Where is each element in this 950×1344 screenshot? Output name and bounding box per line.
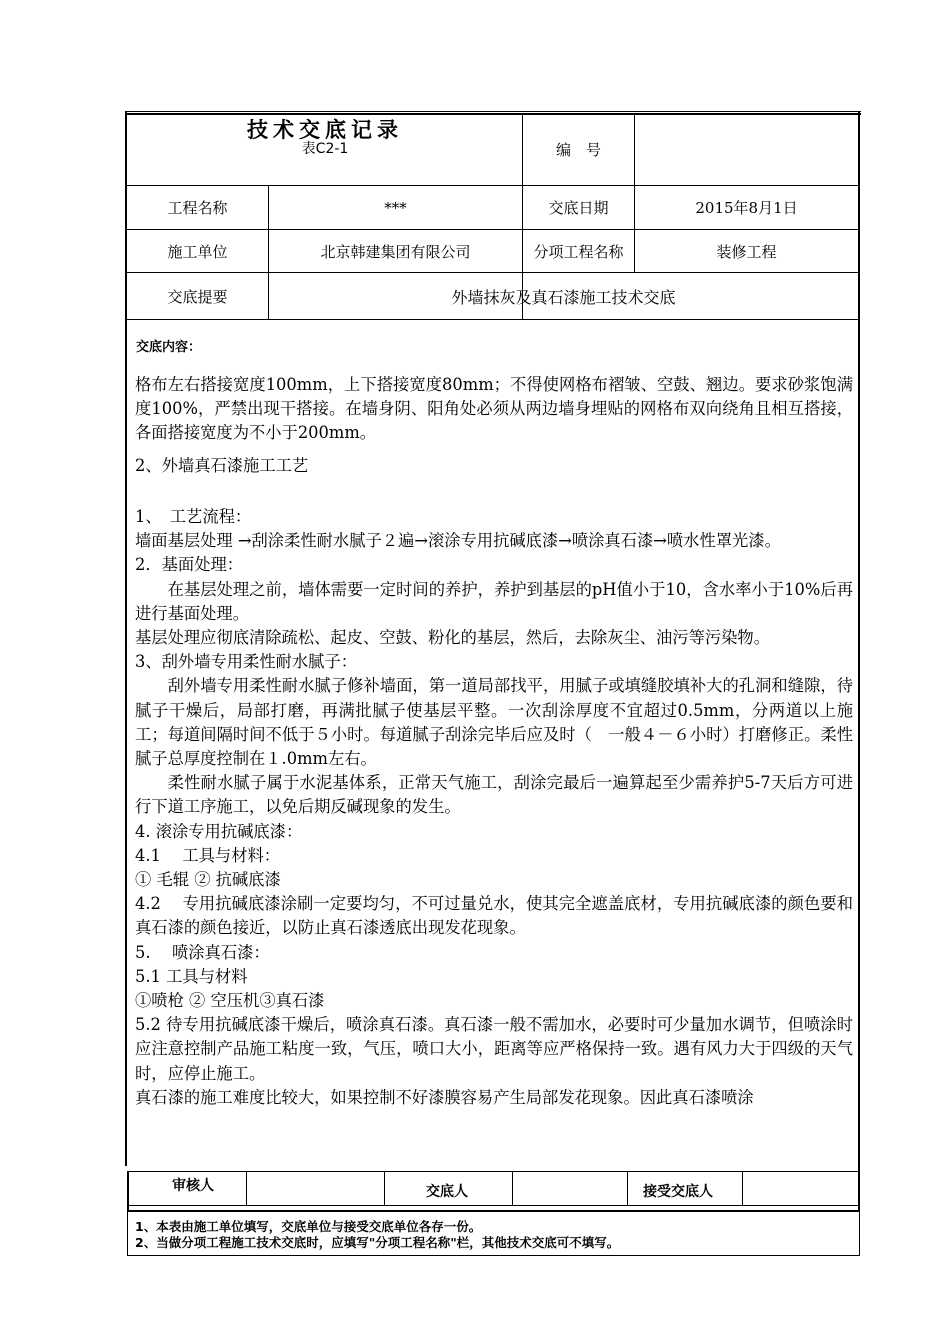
number-field[interactable] [635,114,858,185]
content-heading: 5.1 工具与材料 [135,966,248,986]
content-heading: 5. 喷涂真石漆： [135,942,270,962]
discloser-label: 交底人 [426,1184,468,1200]
content-block-1 [135,373,853,478]
form-code: 表C2-1 [301,141,349,157]
reviewer-label: 审核人 [172,1178,214,1194]
content-paragraph: 刮外墙专用柔性耐水腻子修补墙面，第一道局部找平，用腻子或填缝胶填补大的孔洞和缝隙，待腻子干燥后，局部打磨，再满批腻子使基层平整。一次刮涂厚度不宜超过0.5mm，分两道以上施工；每道间隔时间不低于５小时。每道腻子刮涂完毕后应及时（ 一般４－６小时）打磨修正。柔性腻子总厚度控制在１.0mm左右。 [135,676,853,769]
content-heading: 2、外墙真石漆施工工艺 [135,455,309,475]
discloser-field[interactable] [513,1172,627,1205]
date-value: 2015年8月1日 [695,199,798,217]
summary-value: 外墙抹灰及真石漆施工技术交底 [451,287,676,307]
content-heading: 1、 工艺流程： [135,507,252,526]
project-name-label: 工程名称 [167,199,228,217]
footer-notes [135,1219,619,1251]
summary-label: 交底提要 [167,287,228,306]
reviewer-field[interactable] [247,1172,384,1205]
content-paragraph: 基层处理应彻底清除疏松、起皮、空鼓、粉化的基层，然后，去除灰尘、油污等污染物。 [135,628,770,648]
document-title: 技术交底记录 [247,118,403,142]
content-paragraph: 墙面基层处理 →刮涂柔性耐水腻子２遍→滚涂专用抗碱底漆→喷涂真石漆→喷水性罩光漆。 [135,531,781,551]
content-heading: 4.1 工具与材料： [135,845,281,865]
content-heading: 3、刮外墙专用柔性耐水腻子： [135,652,358,672]
contractor-label: 施工单位 [167,242,228,261]
content-block-2 [135,505,853,1110]
project-name-value: *** [384,198,407,217]
content-paragraph: 格布左右搭接宽度100mm，上下搭接宽度80mm；不得使网格布褶皱、空鼓、翘边。要求砂浆饱满度100%，严禁出现干搭接。在墙身阴、阳角处必须从两边墙身埋贴的网格布双向绕角且相互搭接，各面搭接宽度为不小于200mm。 [135,375,853,443]
subproject-value: 装修工程 [716,242,777,261]
content-paragraph: 真石漆的施工难度比较大，如果控制不好漆膜容易产生局部发花现象。因此真石漆喷涂 [135,1087,754,1107]
number-label: 编 号 [555,141,601,159]
content-paragraph: 柔性耐水腻子属于水泥基体系，正常天气施工，刮涂完最后一遍算起至少需养护5-7天后方可进行下道工序施工，以免后期反碱现象的发生。 [135,773,853,817]
note-item: 2、当做分项工程施工技术交底时，应填写"分项工程名称"栏，其他技术交底可不填写。 [135,1235,620,1250]
subproject-label: 分项工程名称 [533,242,624,261]
content-label: 交底内容： [136,340,202,355]
content-paragraph: 在基层处理之前，墙体需要一定时间的养护，养护到基层的pH值小于10，含水率小于10%后再进行基面处理。 [135,579,853,623]
content-paragraph: ①喷枪 ② 空压机③真石漆 [135,991,325,1011]
receiver-field[interactable] [743,1172,858,1205]
date-label: 交底日期 [548,199,609,217]
content-heading: 2．基面处理： [135,555,244,575]
contractor-value: 北京韩建集团有限公司 [320,242,471,261]
note-item: 1、本表由施工单位填写，交底单位与接受交底单位各存一份。 [135,1219,482,1234]
content-paragraph: 5.2 待专用抗碱底漆干燥后，喷涂真石漆。真石漆一般不需加水，必要时可少量加水调节，但喷涂时应注意控制产品施工粘度一致，气压，喷口大小，距离等应严格保持一致。遇有风力大于四级的天气时，应停止施工。 [135,1015,853,1083]
receiver-label: 接受交底人 [643,1184,713,1200]
content-heading: 4. 滚涂专用抗碱底漆： [135,821,303,841]
content-paragraph: ① 毛辊 ② 抗碱底漆 [135,870,281,890]
content-paragraph: 4.2 专用抗碱底漆涂刷一定要均匀，不可过量兑水，使其完全遮盖底材，专用抗碱底漆的颜色要和真石漆的颜色接近，以防止真石漆透底出现发花现象。 [135,894,853,938]
